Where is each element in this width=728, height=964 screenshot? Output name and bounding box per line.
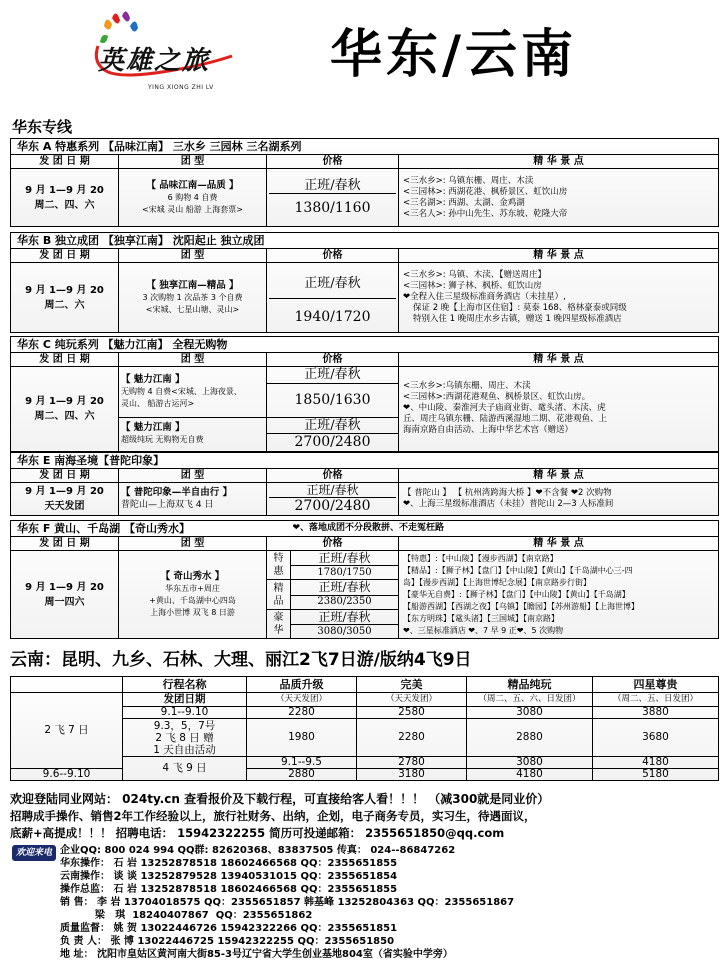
yn-date-line: 2 飞 8 日 赠 bbox=[155, 731, 214, 744]
line-c-price-label-2: 正班/春秋 bbox=[267, 417, 399, 434]
spot-line: <三名湖>: 西湖、太湖、金鸡湖 bbox=[403, 197, 525, 208]
spot-line: 丘、周庄乌镇东栅、陆游西溪湿地二期、花港观鱼、上 bbox=[403, 414, 608, 425]
line-f-note: ❤、落地成团不分段散拼、不走冤枉路 bbox=[291, 521, 719, 537]
logo-petal-purple bbox=[122, 11, 130, 21]
yn-price: 5180 bbox=[593, 769, 719, 781]
col-spots: 精 华 景 点 bbox=[399, 537, 719, 551]
type-name: 【 魅力江南 】 bbox=[121, 422, 185, 434]
yn-price: 2780 bbox=[357, 757, 467, 769]
spot-line: 海南京路自由活动、上海中华艺术宫（赠送） bbox=[403, 425, 574, 436]
page-title: 华东/云南 bbox=[330, 25, 577, 85]
line-b-type bbox=[119, 263, 267, 333]
col-price: 价格 bbox=[267, 469, 399, 483]
yn-date-line: 1 天自由活动 bbox=[153, 743, 216, 756]
website-notice: 欢迎登陆同业网站： 024ty.cn 查看报价及下载行程，可直接给客人看！！！ （减300就是同业价） bbox=[10, 792, 550, 806]
type-sub: 超级纯玩 无购物无自费 bbox=[121, 435, 204, 445]
spot-line: 【豪华无自费】:【狮子林】【盘门】【中山陵】【黄山】【千岛湖】 bbox=[403, 589, 630, 599]
spot-line: ❤、上海三星级标准酒店（未挂）普陀山 2—3 人标准间 bbox=[403, 499, 614, 510]
type-name: 【 独享江南—精品 】 bbox=[146, 279, 239, 291]
col-date: 发 团 日 期 bbox=[11, 469, 119, 483]
col-price: 价格 bbox=[267, 353, 399, 367]
type-sub: +黄山、千岛湖中心四岛 bbox=[149, 595, 236, 605]
spot-line: ❤、三星标准酒店 ❤、7 早 9 正❤、5 次购物 bbox=[403, 625, 564, 635]
spot-line: 保证 2 晚【上海市区住宿】: 莫泰 168、格林豪泰或同级 bbox=[413, 303, 627, 313]
yn-price: 4180 bbox=[467, 769, 593, 781]
spot-line: <三园林>:西湖花港观鱼、枫桥景区、虹饮山房。 bbox=[403, 392, 591, 403]
line-c-price-label-1: 正班/春秋 bbox=[267, 367, 399, 384]
price-label: 正班/春秋 bbox=[269, 269, 396, 299]
line-a-price bbox=[267, 169, 399, 227]
price-value: 1380/1160 bbox=[294, 200, 371, 217]
date-range: 9 月 1—9 月 20 bbox=[25, 581, 104, 593]
line-b-table bbox=[10, 232, 719, 333]
logo-subtitle: YING XIONG ZHI LV bbox=[148, 84, 214, 91]
yn-date: 9.6--9.10 bbox=[11, 769, 123, 781]
grade-label: 豪华 bbox=[267, 609, 291, 638]
line-a-table bbox=[10, 138, 719, 227]
contact-line: 质量监督： 姚 贺 13022446726 15942322266 QQ：2355651851 bbox=[60, 923, 398, 934]
yn-price: 3680 bbox=[593, 719, 719, 757]
grade-price-label: 正班/春秋 bbox=[291, 609, 399, 624]
spot-line: 【东方明珠】【鼋头渚】【三国城】【南京路】 bbox=[403, 613, 560, 623]
yn-price: 2580 bbox=[357, 707, 467, 719]
line-f-type bbox=[119, 551, 267, 639]
line-c-type-1 bbox=[119, 367, 267, 418]
date-range: 9 月 1—9 月 20 bbox=[25, 486, 104, 498]
col-spots: 精 华 景 点 bbox=[399, 469, 719, 483]
col-price: 价格 bbox=[267, 155, 399, 169]
yn-date: 9.1--9.10 bbox=[123, 707, 247, 719]
contact-line: 云南操作： 谈 谈 13252879528 13940531015 QQ：2355651854 bbox=[60, 871, 398, 882]
line-f-spots bbox=[399, 551, 719, 639]
line-a-type bbox=[119, 169, 267, 227]
yn-date: 9.1--9.5 bbox=[247, 757, 357, 769]
line-a-date bbox=[11, 169, 119, 227]
date-range: 9 月 1—9 月 20 bbox=[25, 395, 104, 407]
line-e-date bbox=[11, 483, 119, 516]
line-c-date bbox=[11, 367, 119, 452]
spot-line: ❤全程入住三星级标准商务酒店（未挂星）, bbox=[403, 292, 566, 302]
logo-petal-red bbox=[112, 13, 120, 23]
yn-col-quality: 品质升级 bbox=[247, 677, 357, 693]
line-f-title: 华东 F 黄山、千岛湖 【奇山秀水】 bbox=[11, 521, 291, 537]
type-sub: 3 次购物 1 次品茶 3 个自费 bbox=[142, 292, 243, 302]
col-spots: 精 华 景 点 bbox=[399, 155, 719, 169]
yn-price: 4180 bbox=[593, 757, 719, 769]
line-a-title: 华东 A 特惠系列 【品味江南】 三水乡 三园林 三名湖系列 bbox=[11, 139, 719, 155]
line-e-title: 华东 E 南海圣境【普陀印象】 bbox=[11, 453, 719, 469]
price-value: 2700/2480 bbox=[294, 498, 371, 515]
yn-col-route: 行程名称 bbox=[123, 677, 247, 693]
col-spots: 精 华 景 点 bbox=[399, 353, 719, 367]
welcome-badge: 欢迎来电 bbox=[12, 845, 56, 861]
col-type: 团 型 bbox=[119, 353, 267, 367]
line-e-spots bbox=[399, 483, 719, 516]
spot-line: <三名人>: 孙中山先生、苏东坡、乾隆大帝 bbox=[403, 208, 568, 219]
spot-line: <三水乡>: 乌镇东栅、周庄、木渎 bbox=[403, 175, 534, 186]
yn-price: 3080 bbox=[467, 757, 593, 769]
type-name: 【 魅力江南 】 bbox=[121, 373, 185, 385]
type-sub: 上海小世博 双飞 8 日游 bbox=[150, 607, 235, 617]
spot-line: <三园林>: 西湖花港、枫桥景区、虹饮山房 bbox=[403, 186, 568, 197]
yn-subheader: （天天发团） bbox=[357, 693, 467, 707]
date-weekdays: 周一四六 bbox=[44, 596, 85, 608]
line-c-price-1: 1850/1630 bbox=[267, 383, 399, 417]
yn-price: 2280 bbox=[247, 707, 357, 719]
col-date: 发 团 日 期 bbox=[11, 155, 119, 169]
line-e-type bbox=[119, 483, 267, 516]
address-line: 地 址： 沈阳市皇姑区黄河南大街85-3号辽宁省大学生创业基地804室（省实验中学旁） bbox=[60, 949, 453, 960]
yn-corner bbox=[11, 677, 123, 693]
type-sub: 无购物 4 自费<宋城、上海夜景、 bbox=[121, 386, 242, 396]
recruit-line-2: 底薪+高提成！！！ 招聘电话： 15942322255 简历可投递邮箱： 2355651850@qq.com bbox=[10, 826, 505, 840]
logo-petal-blue bbox=[130, 21, 138, 31]
col-date: 发 团 日 期 bbox=[11, 353, 119, 367]
type-sub: <宋城、七星山塘、灵山> bbox=[145, 304, 240, 314]
yn-price: 3880 bbox=[593, 707, 719, 719]
date-weekdays: 周二、六 bbox=[44, 299, 85, 311]
line-c-type-2 bbox=[119, 417, 267, 451]
contact-line: 企业QQ: 800 024 994 QQ群: 82620368、83837505 传真： 024--86847262 bbox=[60, 845, 456, 856]
line-e-table bbox=[10, 452, 719, 516]
spot-line: 【船游西湖】【西湖之夜】【乌镇】【瞻园】【苏州游船】【上海世博】 bbox=[403, 601, 640, 611]
spot-line: ❤、中山陵、秦淮河夫子庙商业街、鼋头渚、木渎、虎 bbox=[403, 403, 606, 414]
grade-label: 精品 bbox=[267, 580, 291, 609]
yn-group-2: 4 飞 9 日 bbox=[123, 757, 247, 781]
recruit-line-1: 招聘成手操作、销售2年工作经验以上，旅行社财务、出纳，企划，电子商务专员，实习生，待遇面议， bbox=[10, 809, 536, 823]
spot-line: 【特惠】:【中山陵】【漫步西湖】【南京路】 bbox=[403, 553, 558, 563]
line-b-price bbox=[267, 263, 399, 333]
spot-line: <三水乡>: 乌镇、木渎、【赠送周庄】 bbox=[403, 270, 547, 280]
spot-line: 【精品】:【狮子林】【盘门】【中山陵】【黄山】【千岛湖中心三-四 bbox=[403, 565, 633, 575]
logo-text: 英雄之旅 bbox=[98, 46, 211, 76]
line-a-spots bbox=[399, 169, 719, 227]
yn-price: 3180 bbox=[357, 769, 467, 781]
line-e-price bbox=[267, 483, 399, 516]
contact-line: 华东操作： 石 岩 13252878518 18602466568 QQ：2355651855 bbox=[60, 858, 398, 869]
line-f-date bbox=[11, 551, 119, 639]
grade-label: 特惠 bbox=[267, 551, 291, 580]
line-c-table bbox=[10, 336, 719, 452]
line-b-spots bbox=[399, 263, 719, 333]
line-f-table bbox=[10, 520, 719, 639]
line-c-title: 华东 C 纯玩系列 【魅力江南】 全程无购物 bbox=[11, 337, 719, 353]
yn-col-perfect: 完美 bbox=[357, 677, 467, 693]
contact-line: 操作总监： 石 岩 13252878518 18602466568 QQ：2355651855 bbox=[60, 884, 398, 895]
yn-date-line: 9.3，5，7号 bbox=[153, 719, 216, 732]
line-c-price-2: 2700/2480 bbox=[267, 434, 399, 452]
type-sub: 华东五市+周庄 bbox=[165, 583, 220, 593]
date-weekdays: 天天发团 bbox=[44, 501, 85, 513]
grade-price-label: 正班/春秋 bbox=[291, 580, 399, 595]
yn-group-1: 2 飞 7 日 bbox=[11, 693, 123, 769]
date-weekdays: 周二、四、六 bbox=[34, 410, 95, 422]
spot-line: 岛】【漫步西湖】【上海世博纪念展】【南京路步行街】 bbox=[403, 577, 592, 587]
yn-price: 2280 bbox=[357, 719, 467, 757]
yn-price: 2880 bbox=[247, 769, 357, 781]
col-type: 团 型 bbox=[119, 469, 267, 483]
type-name: 【 品味江南—品质 】 bbox=[146, 179, 239, 191]
yn-price: 3080 bbox=[467, 707, 593, 719]
col-date: 发 团 日 期 bbox=[11, 249, 119, 263]
contact-line: 负 责 人： 张 博 13022446725 15942322255 QQ：2355651850 bbox=[60, 936, 395, 947]
type-name: 【 普陀印象—半自由行 】 bbox=[121, 487, 233, 499]
yn-price: 2880 bbox=[467, 719, 593, 757]
yn-subheader: （周二、五、六、日发团） bbox=[467, 693, 593, 707]
yn-subheader: （天天发团） bbox=[247, 693, 357, 707]
yunnan-table bbox=[10, 676, 719, 781]
grade-price: 3080/3050 bbox=[291, 625, 399, 639]
spot-line: 【 普陀山 】 【 杭州湾跨海大桥 】❤不含餐 ❤2 次购物 bbox=[403, 488, 612, 499]
type-sub: 普陀山—上海双飞 4 日 bbox=[121, 500, 214, 511]
contact-line: 梁 琪 18240407867 QQ：2355651862 bbox=[60, 910, 313, 921]
type-name: 【 奇山秀水 】 bbox=[160, 570, 225, 582]
price-label: 正班/春秋 bbox=[269, 483, 396, 498]
col-spots: 精 华 景 点 bbox=[399, 249, 719, 263]
col-date: 发 团 日 期 bbox=[11, 537, 119, 551]
logo-petal-orange bbox=[104, 19, 112, 29]
col-type: 团 型 bbox=[119, 155, 267, 169]
grade-price: 1780/1750 bbox=[291, 566, 399, 580]
line-b-title: 华东 B 独立成团 【独享江南】 沈阳起止 独立成团 bbox=[11, 233, 719, 249]
spot-line: <三水乡>:乌镇东栅、周庄、木渎 bbox=[403, 381, 531, 392]
contact-line: 销 售： 李 岩 13704018575 QQ：2355651857 韩基峰 13252804363 QQ：2355651867 bbox=[60, 897, 515, 908]
logo-petal-green bbox=[100, 35, 108, 43]
section-title-huadong: 华东专线 bbox=[12, 118, 73, 136]
col-type: 团 型 bbox=[119, 249, 267, 263]
yunnan-title: 云南：昆明、九乡、石林、大理、丽江2飞7日游/版纳4飞9日 bbox=[10, 650, 472, 670]
col-type: 团 型 bbox=[119, 537, 267, 551]
date-weekdays: 周二、四、六 bbox=[34, 199, 95, 211]
col-price: 价格 bbox=[267, 537, 399, 551]
line-c-spots bbox=[399, 367, 719, 452]
date-range: 9 月 1—9 月 20 bbox=[25, 184, 104, 196]
yn-date-header: 发团日期 bbox=[123, 693, 247, 707]
col-price: 价格 bbox=[267, 249, 399, 263]
date-range: 9 月 1—9 月 20 bbox=[25, 284, 104, 296]
type-sub: 灵山、 船游古运河> bbox=[121, 398, 195, 408]
yn-price: 1980 bbox=[247, 719, 357, 757]
spot-line: 特别入住 1 晚周庄水乡古镇，赠送 1 晚四星级标准酒店 bbox=[413, 314, 622, 324]
price-value: 1940/1720 bbox=[294, 309, 371, 326]
price-label: 正班/春秋 bbox=[269, 178, 396, 195]
yn-subheader: （周二、五、日发团） bbox=[593, 693, 719, 707]
grade-price-label: 正班/春秋 bbox=[291, 551, 399, 566]
yn-date bbox=[123, 719, 247, 757]
type-sub: <宋城 灵山 船游 上海套票> bbox=[141, 204, 244, 214]
type-sub: 6 购物 4 自费 bbox=[167, 192, 218, 202]
yn-col-fourstar: 四星尊贵 bbox=[593, 677, 719, 693]
line-b-date bbox=[11, 263, 119, 333]
spot-line: <三园林>: 狮子林、枫桥、虹饮山房 bbox=[403, 281, 542, 291]
grade-price: 2380/2350 bbox=[291, 595, 399, 609]
yn-col-boutique: 精品纯玩 bbox=[467, 677, 593, 693]
